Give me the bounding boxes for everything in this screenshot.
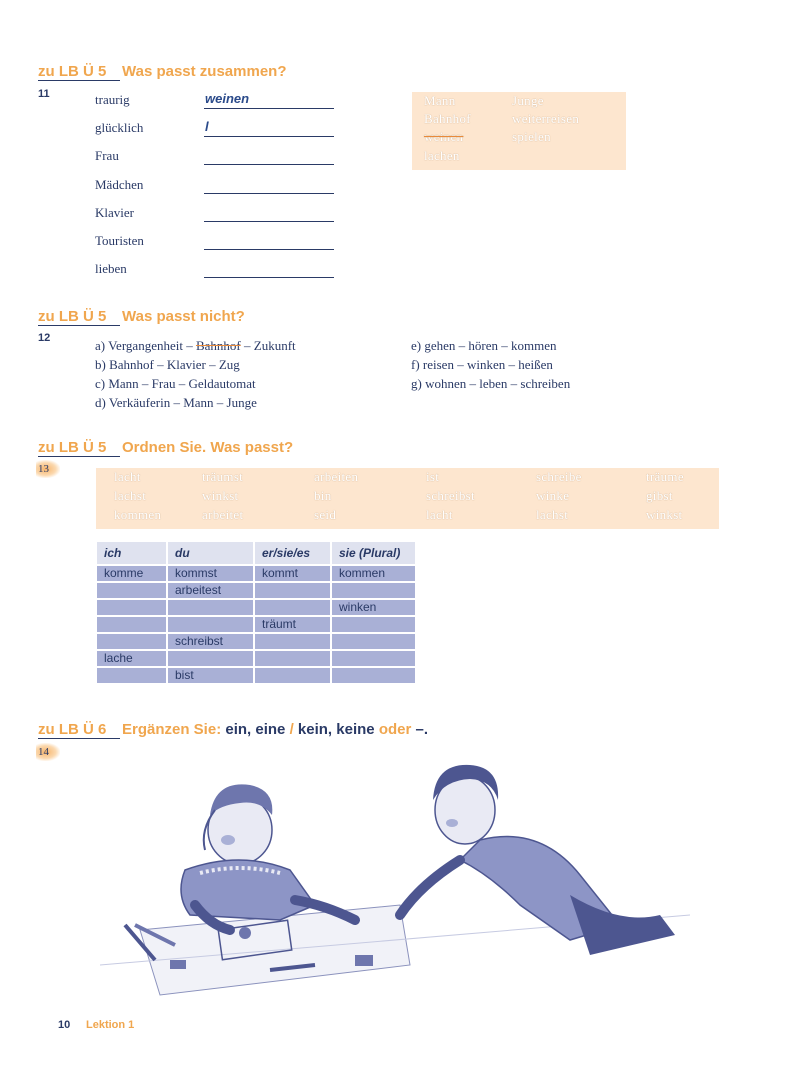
table-cell[interactable] xyxy=(331,650,416,667)
box-word: träumst xyxy=(202,469,244,484)
table-cell[interactable] xyxy=(167,616,254,633)
option-a: a) Vergangenheit – Bahnhof – Zukunft xyxy=(95,338,296,353)
box-word: arbeitet xyxy=(202,507,244,522)
box-word: ist xyxy=(426,469,440,484)
answer-text: weinen xyxy=(205,91,250,106)
match-word: Frau xyxy=(95,148,119,164)
table-cell: schreibst xyxy=(167,633,254,650)
box-word: winkst xyxy=(202,488,239,503)
box-word: bin xyxy=(314,488,332,503)
box-word: lachst xyxy=(536,507,569,522)
box-word: träume xyxy=(646,469,684,484)
exercise-11-number: 11 xyxy=(38,88,50,100)
answer-field[interactable] xyxy=(204,118,334,137)
exercise-14-title: zu LB Ü 6 Ergänzen Sie: ein, eine / kein, keine oder –. xyxy=(38,721,429,738)
box-word: lacht xyxy=(426,507,453,522)
table-cell[interactable] xyxy=(254,667,331,684)
match-word: Mädchen xyxy=(95,176,144,192)
option-f: f) reisen – winken – heißen xyxy=(411,357,553,372)
answer-field[interactable] xyxy=(204,259,334,278)
answer-field[interactable] xyxy=(204,175,334,194)
box-word: seid xyxy=(314,507,337,522)
match-word: traurig xyxy=(95,92,130,107)
answer-field[interactable] xyxy=(204,146,334,165)
lesson-label: Lektion 1 xyxy=(86,1019,135,1031)
table-cell: winken xyxy=(331,599,416,616)
table-cell[interactable] xyxy=(331,616,416,633)
conjugation-table-body xyxy=(96,565,416,684)
box-word: gibst xyxy=(646,488,673,503)
match-word: glücklich xyxy=(95,120,144,136)
exercise-11-ref: zu LB Ü 5 xyxy=(38,63,120,81)
answer-field[interactable] xyxy=(204,231,334,250)
table-cell: bist xyxy=(167,667,254,684)
box-word: weiterreisen xyxy=(512,111,580,126)
table-cell: lache xyxy=(96,650,167,667)
header-er-sie-es: er/sie/es xyxy=(254,541,331,565)
page-number: 10 xyxy=(58,1019,71,1031)
table-cell: kommt xyxy=(254,565,331,582)
option-e: e) gehen – hören – kommen xyxy=(411,338,557,353)
exercise-12-title: zu LB Ü 5 Was passt nicht? xyxy=(38,308,245,325)
exercise-12-ref: zu LB Ü 5 xyxy=(38,308,120,326)
box-word: schreibe xyxy=(536,469,582,484)
exercise-13-ref: zu LB Ü 5 xyxy=(38,439,120,457)
exercise-13-word-box xyxy=(96,468,719,529)
box-word: Mann xyxy=(424,93,456,108)
box-word-crossed: weinen xyxy=(424,129,464,144)
exercise-12-number: 12 xyxy=(38,332,51,344)
table-cell: kommst xyxy=(167,565,254,582)
table-cell[interactable] xyxy=(254,633,331,650)
table-cell[interactable] xyxy=(167,650,254,667)
table-cell[interactable] xyxy=(331,667,416,684)
option-d: d) Verkäuferin – Mann – Junge xyxy=(95,395,257,410)
table-row xyxy=(96,565,416,582)
children-drawing-illustration xyxy=(100,755,690,1005)
header-sie-plural: sie (Plural) xyxy=(331,541,416,565)
table-cell[interactable] xyxy=(96,616,167,633)
exercise-14-ref: zu LB Ü 6 xyxy=(38,721,120,739)
table-cell[interactable] xyxy=(96,667,167,684)
table-cell[interactable] xyxy=(96,633,167,650)
table-cell[interactable] xyxy=(331,633,416,650)
header-du: du xyxy=(167,541,254,565)
box-word: lacht xyxy=(114,469,141,484)
box-word: arbeiten xyxy=(314,469,359,484)
answer-field[interactable] xyxy=(204,203,334,222)
exercise-13-title: zu LB Ü 5 Ordnen Sie. Was passt? xyxy=(38,439,294,456)
match-word: Touristen xyxy=(95,233,144,248)
exercise-11-title: zu LB Ü 5 Was passt zusammen? xyxy=(38,63,287,80)
match-word: Klavier xyxy=(95,204,134,220)
table-cell[interactable] xyxy=(331,582,416,599)
box-word: kommen xyxy=(114,507,162,522)
table-cell: komme xyxy=(96,565,167,582)
header-ich: ich xyxy=(96,541,167,565)
answer-text: l xyxy=(205,119,209,135)
option-a-struck-word: Bahnhof xyxy=(195,338,241,353)
box-word: Bahnhof xyxy=(424,111,471,126)
box-word: spielen xyxy=(512,129,551,144)
box-word: winkst xyxy=(646,507,683,522)
table-row xyxy=(96,616,416,633)
table-cell[interactable] xyxy=(96,599,167,616)
table-cell[interactable] xyxy=(96,582,167,599)
box-word: lachst xyxy=(114,488,147,503)
option-c: c) Mann – Frau – Geldautomat xyxy=(95,376,256,391)
match-word: lieben xyxy=(95,261,127,277)
table-row xyxy=(96,599,416,616)
box-word: schreibst xyxy=(426,488,475,503)
exercise-14-number: 14 xyxy=(36,743,60,761)
table-cell[interactable] xyxy=(254,650,331,667)
box-word: winke xyxy=(536,488,570,503)
option-b: b) Bahnhof – Klavier – Zug xyxy=(95,357,240,372)
exercise-13-number: 13 xyxy=(36,460,60,478)
table-cell[interactable] xyxy=(167,599,254,616)
exercise-11-word-box xyxy=(412,92,626,170)
table-cell[interactable] xyxy=(254,599,331,616)
table-row xyxy=(96,667,416,684)
box-word: Junge xyxy=(512,93,544,108)
table-cell: träumt xyxy=(254,616,331,633)
box-word: lachen xyxy=(424,148,460,163)
table-cell[interactable] xyxy=(254,582,331,599)
table-row xyxy=(96,650,416,667)
option-g: g) wohnen – leben – schreiben xyxy=(411,376,571,391)
conjugation-table xyxy=(95,540,417,685)
table-row xyxy=(96,633,416,650)
table-cell: kommen xyxy=(331,565,416,582)
table-cell: arbeitest xyxy=(167,582,254,599)
table-row xyxy=(96,582,416,599)
